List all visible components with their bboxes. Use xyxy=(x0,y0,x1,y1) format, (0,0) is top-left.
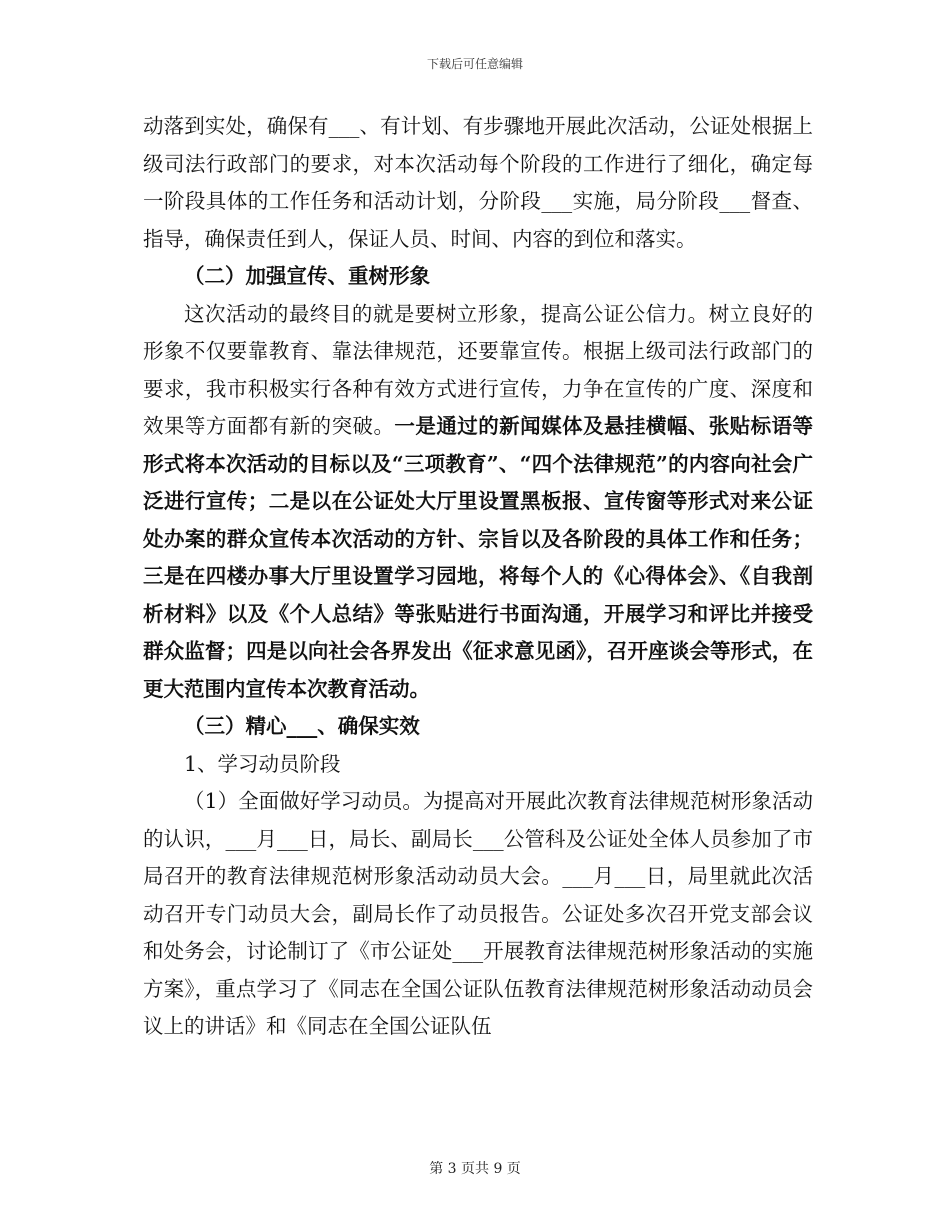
paragraph-continuation: 动落到实处，确保有___、有计划、有步骤地开展此次活动，公证处根据上级司法行政部门的要求，对本次活动每个阶段的工作进行了细化，确定每一阶段具体的工作任务和活动计划，分阶段___实施，局分阶段___督查、指导，确保责任到人，保证人员、时间、内容的到位和落实。 xyxy=(143,114,813,251)
section-heading-3: （三）精心___、确保实效 xyxy=(184,714,420,738)
paragraph-publicity-intro: 这次活动的最终目的就是要树立形象，提高公证公信力。树立良好的形象不仅要靠教育、靠法律规范，还要靠宣传。根据上级司法行政部门的要求，我市积极实行各种有效方式进行宣传，力争在宣传的广度、深度和效果等方面都有新的突破。 xyxy=(143,301,813,438)
page-header-note: 下载后可任意编辑 xyxy=(426,57,523,71)
subsection-heading-1: 1、学习动员阶段 xyxy=(184,751,341,776)
paragraph-publicity-measures: 一是通过的新闻媒体及悬挂横幅、张贴标语等形式将本次活动的目标以及“三项教育”、“四个法律规范”的内容向社会广泛进行宣传；二是以在公证处大厅里设置黑板报、宣传窗等形式对来公证处办案的群众宣传本次活动的方针、宗旨以及各阶段的具体工作和任务；三是在四楼办事大厅里设置学习园地，将每个人的《心得体会》、《自我剖析材料》以及《个人总结》等张贴进行书面沟通，开展学习和评比并接受群众监督；四是以向社会各界发出《征求意见函》，召开座谈会等形式，在更大范围内宣传本次教育活动。 xyxy=(143,414,814,701)
page-number: 第 3 页共 9 页 xyxy=(429,1161,521,1177)
paragraph-publicity xyxy=(143,296,813,709)
section-heading-2: （二）加强宣传、重树形象 xyxy=(184,264,430,288)
paragraph-mobilization: （1）全面做好学习动员。为提高对开展此次教育法律规范树形象活动的认识，___月___日，局长、副局长___公管科及公证处全体人员参加了市局召开的教育法律规范树形象活动动员大会。___月___日，局里就此次活动召开专门动员大会，副局长作了动员报告。公证处多次召开党支部会议和处务会，讨论制订了《市公证处___开展教育法律规范树形象活动的实施方案》，重点学习了《同志在全国公证队伍教育法律规范树形象活动动员会议上的讲话》和《同志在全国公证队伍 xyxy=(143,789,813,1038)
page-body xyxy=(143,108,813,1046)
